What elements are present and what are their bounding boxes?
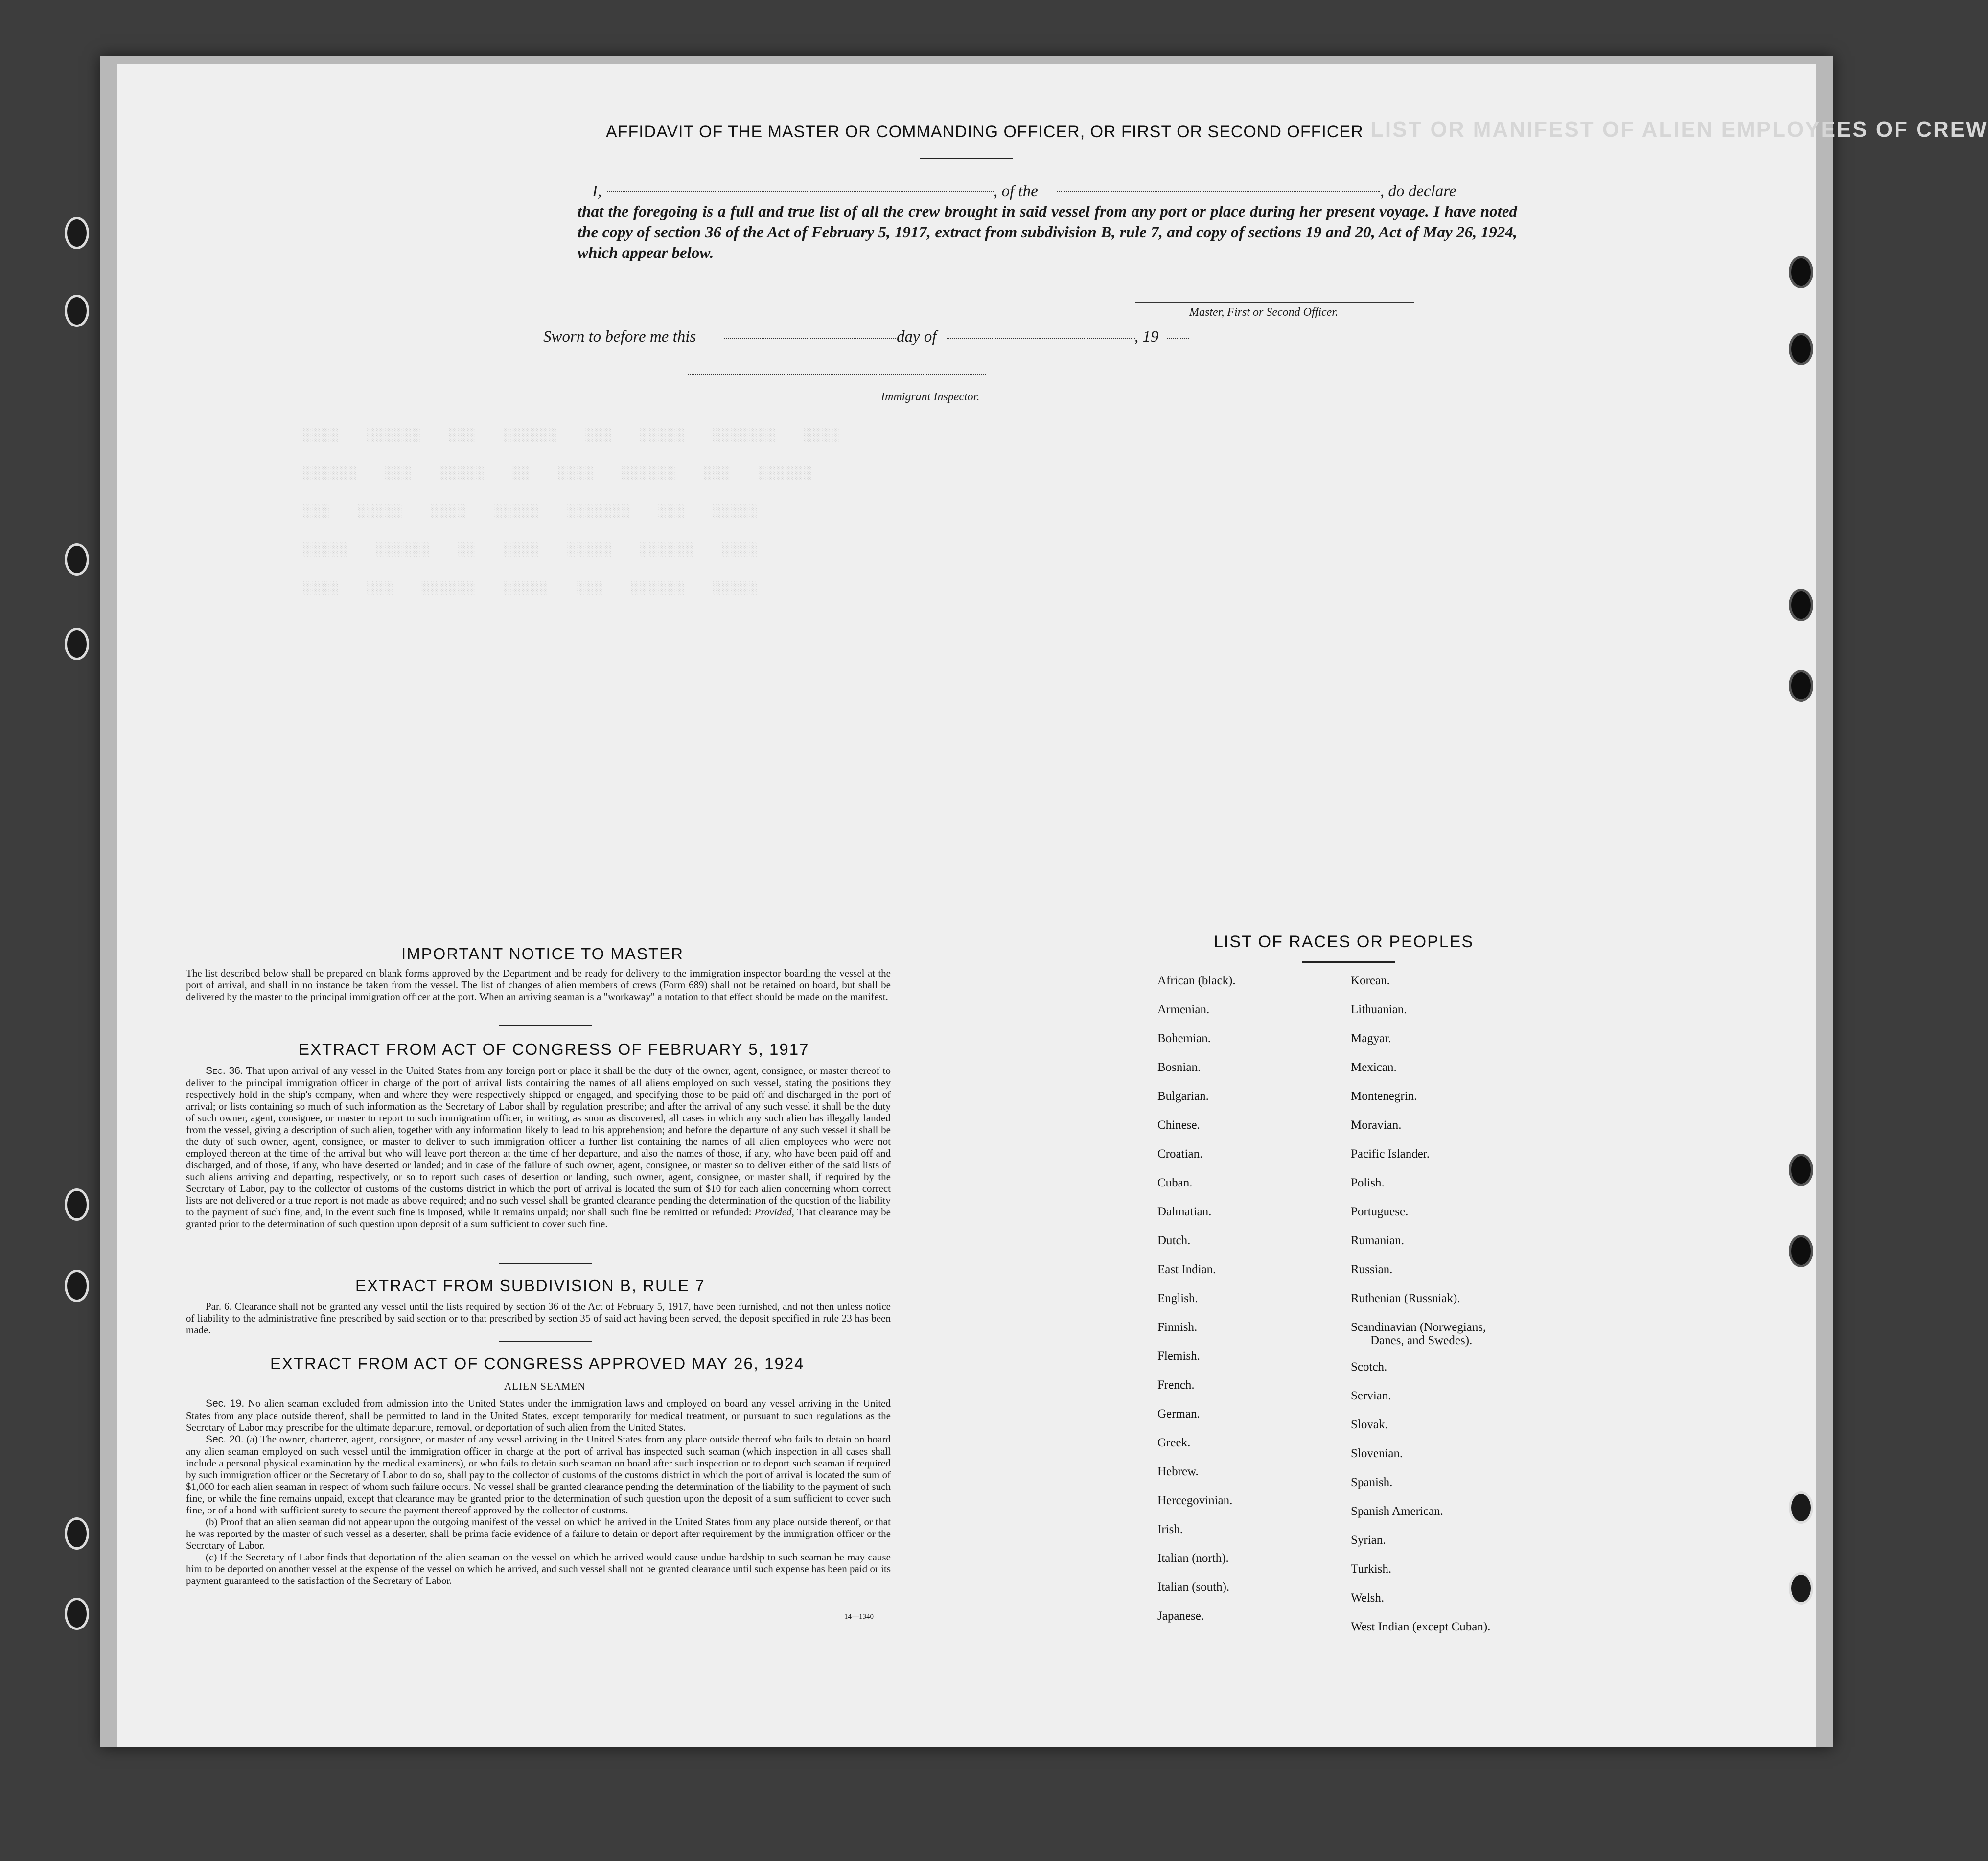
binder-hole-right-6 bbox=[1789, 1235, 1813, 1267]
race-item: Croatian. bbox=[1157, 1147, 1203, 1161]
race-item: Portuguese. bbox=[1351, 1205, 1409, 1218]
race-item: French. bbox=[1157, 1378, 1195, 1392]
race-item: Dutch. bbox=[1157, 1234, 1191, 1247]
binder-hole-right-7 bbox=[1789, 1491, 1813, 1524]
extract-1917-rule bbox=[499, 1263, 592, 1264]
sworn-line bbox=[543, 328, 1228, 349]
binder-hole-left-7 bbox=[65, 1517, 89, 1550]
race-item: German. bbox=[1157, 1407, 1200, 1420]
race-item: Russian. bbox=[1351, 1263, 1393, 1276]
race-item: Montenegrin. bbox=[1351, 1090, 1417, 1103]
race-item: African (black). bbox=[1157, 974, 1236, 987]
binder-hole-left-1 bbox=[65, 217, 89, 249]
binder-hole-left-4 bbox=[65, 628, 89, 660]
races-right-column bbox=[1351, 974, 1625, 1689]
race-item: Italian (north). bbox=[1157, 1552, 1229, 1565]
race-item-continuation: Danes, and Swedes). bbox=[1370, 1334, 1473, 1347]
manifest-page bbox=[117, 64, 1988, 1747]
master-signature-label: Master, First or Second Officer. bbox=[1189, 306, 1338, 319]
sec-19-label: Sec. 19. bbox=[206, 1398, 245, 1409]
day-of-label: day of bbox=[897, 328, 937, 346]
sec-36-text: That upon arrival of any vessel in the United States from any foreign port or place it shall be the duty of the owner, agent, consignee, or master thereof to deliver to the principal immigration officer in charge of the port of arrival lists containing the names of all aliens employed on such vessel, stating the positions they respectively hold in the ship's company, when and where they were respectively shipped or engaged, and specifying those to be paid off and discharged in the port of arrival; or lists containing so much of such information as the Secretary of Labor shall by regulation prescribe; and after the arrival of any such vessel it shall be the duty of such owner, agent, consignee, or master to report to such immigration officer, in writing, as soon as discovered, all cases in which any such alien has illegally landed from the vessel, giving a description of such alien, together with any information likely to lead to his apprehension; and before the departure of any such vessel it shall be the duty of such owner, agent, consignee, or master to deliver to such immigration officer a further list containing the names of all alien employees who were not employed thereon at the time of the arrival but who will leave port thereon at the time of her departure, and also the names of those, if any, who have been paid off and discharged, and of those, if any, who have deserted or landed; and in case of the failure of such owner, agent, consignee, or master so to deliver either of the said lists of such aliens arriving and departing, respectively, or so to report such cases of desertion or landing, such owner, agent, consignee, or master shall, if required by the Secretary of Labor, pay to the collector of customs of the customs district in which the port of arrival is located the sum of $10 for each alien concerning whom correct lists are not delivered or a true report is not made as above required; and no such vessel shall be granted clearance pending the determination of the question of the liability to the payment of such fine, and, in the event such fine is imposed, while it remains unpaid; nor shall such fine be remitted or refunded: bbox=[186, 1065, 891, 1218]
race-item: Turkish. bbox=[1351, 1562, 1392, 1576]
proviso-label: Provided, bbox=[754, 1206, 794, 1218]
declaration-body: that the foregoing is a full and true list of all the crew brought in said vessel from any port or place during her present voyage. I have noted the copy of section 36 of the Act of February 5, 1917, extract from subdivision B, rule 7, and copy of sections 19 and 20, Act of May 26, 1924, which appear below. bbox=[578, 203, 1517, 262]
race-item: East Indian. bbox=[1157, 1263, 1216, 1276]
race-item: Cuban. bbox=[1157, 1176, 1193, 1189]
alien-seamen-subtitle: ALIEN SEAMEN bbox=[504, 1380, 586, 1392]
races-title-rule bbox=[1302, 961, 1395, 963]
inspector-label: Immigrant Inspector. bbox=[881, 391, 980, 403]
race-item: Slovak. bbox=[1351, 1418, 1388, 1431]
affidavit-title-rule bbox=[920, 158, 1013, 159]
inspector-signature-field[interactable] bbox=[688, 374, 986, 375]
race-item: Bohemian. bbox=[1157, 1032, 1211, 1045]
race-item: Dalmatian. bbox=[1157, 1205, 1212, 1218]
race-item: Bulgarian. bbox=[1157, 1090, 1209, 1103]
proviso-text: That clearance may be granted prior to the determination of such question upon deposit of a sum sufficient to cover such fine. bbox=[186, 1206, 891, 1230]
race-item: Spanish. bbox=[1351, 1476, 1393, 1489]
officer-name-field[interactable] bbox=[607, 191, 994, 192]
sworn-label: Sworn to before me this bbox=[543, 328, 696, 346]
binder-hole-left-8 bbox=[65, 1598, 89, 1630]
race-item: Irish. bbox=[1157, 1523, 1183, 1536]
of-the-label: , of the bbox=[994, 183, 1038, 200]
sworn-year-field[interactable] bbox=[1167, 338, 1189, 339]
binder-hole-left-3 bbox=[65, 543, 89, 576]
extract-1924-text bbox=[186, 1397, 891, 1586]
extract-1917-title: EXTRACT FROM ACT OF CONGRESS OF FEBRUARY 5, 1917 bbox=[299, 1040, 809, 1058]
race-item: Finnish. bbox=[1157, 1321, 1198, 1334]
race-item: Greek. bbox=[1157, 1436, 1191, 1449]
race-item: Slovenian. bbox=[1351, 1447, 1403, 1460]
binder-hole-right-8 bbox=[1789, 1572, 1813, 1605]
race-item: Scotch. bbox=[1351, 1360, 1387, 1373]
sec-19 bbox=[186, 1397, 891, 1433]
race-item: English. bbox=[1157, 1292, 1198, 1305]
race-item: Scandinavian (Norwegians, bbox=[1351, 1321, 1486, 1334]
race-item: Rumanian. bbox=[1351, 1234, 1405, 1247]
notice-title: IMPORTANT NOTICE TO MASTER bbox=[401, 945, 684, 963]
binder-hole-left-2 bbox=[65, 295, 89, 327]
race-item: Ruthenian (Russniak). bbox=[1351, 1292, 1460, 1305]
binder-hole-right-1 bbox=[1789, 256, 1813, 288]
race-item: Pacific Islander. bbox=[1351, 1147, 1430, 1161]
race-item: Spanish American. bbox=[1351, 1505, 1443, 1518]
notice-text: The list described below shall be prepared on blank forms approved by the Department and be ready for delivery to the immigration inspector boarding the vessel at the port of arrival, and shall in no instance be taken from the vessel. The list of changes of alien members of crews (Form 689) shall not be retained on board, but shall be delivered by the master to the principal immigration officer at the port. When an arriving seaman is a "workaway" a notation to that effect should be made on the manifest. bbox=[186, 967, 891, 1002]
year-label: , 19 bbox=[1134, 328, 1159, 346]
extract-1924-title: EXTRACT FROM ACT OF CONGRESS APPROVED MAY 26, 1924 bbox=[270, 1354, 805, 1372]
race-item: Japanese. bbox=[1157, 1609, 1204, 1623]
bleed-through-heading: LIST OR MANIFEST OF ALIEN EMPLOYEES OF CREW bbox=[1370, 117, 1988, 141]
bleed-through-rows: ░░░░ ░░░░░░ ░░░ ░░░░░░ ░░░ ░░░░░ ░░░░░░░ ░░░░ ░░░░░░ ░░░ ░░░░░ ░░ ░░░░ ░░░░░░ ░░░ ░░░░░░ ░░░ ░░░░░ ░░░░ ░░░░░ ░░░░░░░ ░░░ ░░░░░ ░░░░░ ░░░░░░ ░░ ░░░░ ░░░░░ ░░░░░░ ░░░░ ░░░░ ░░░ ░░░░░░ ░░░░░ ░░░ ░░░░░░ ░░░░░ bbox=[303, 428, 841, 595]
sec-20a-text: (a) The owner, charterer, agent, consignee, or master of any vessel arriving in the United States from any place outside thereof who fails to detain on board any alien seaman employed on such vessel until the immigration officer in charge at the port of arrival has inspected such seaman (which inspection in all cases shall include a personal physical examination by the medical examiners), or who fails to detain such seaman on board after such inspection or to deport such seaman if required by such immigration officer or the Secretary of Labor to do so, shall pay to the collector of customs of the customs district in which the port of arrival is located the sum of $1,000 for each alien seaman in respect of whom such failure occurs. No vessel shall be granted clearance pending the determination of the liability to the payment of such fine, or while the fine remains unpaid, except that clearance may be granted prior to the determination of such question upon the deposit of a sum sufficient to cover such fine, or of a bond with sufficient surety to secure the payment thereof approved by the collector of customs. bbox=[186, 1433, 891, 1516]
race-item: Syrian. bbox=[1351, 1534, 1386, 1547]
binder-hole-right-5 bbox=[1789, 1154, 1813, 1186]
binder-hole-right-3 bbox=[1789, 589, 1813, 621]
race-item: Welsh. bbox=[1351, 1591, 1385, 1605]
race-item: Italian (south). bbox=[1157, 1581, 1230, 1594]
race-item: Chinese. bbox=[1157, 1118, 1200, 1132]
race-item: Flemish. bbox=[1157, 1349, 1200, 1363]
race-item: Servian. bbox=[1351, 1389, 1391, 1402]
extract-rule7-title: EXTRACT FROM SUBDIVISION B, RULE 7 bbox=[355, 1277, 705, 1295]
race-item: Polish. bbox=[1351, 1176, 1385, 1189]
binder-hole-right-2 bbox=[1789, 333, 1813, 365]
race-item: Armenian. bbox=[1157, 1003, 1210, 1016]
race-item: Moravian. bbox=[1351, 1118, 1402, 1132]
binder-hole-left-5 bbox=[65, 1188, 89, 1221]
vessel-name-field[interactable] bbox=[1057, 191, 1380, 192]
race-item: Hercegovinian. bbox=[1157, 1494, 1233, 1507]
sec-20c: (c) If the Secretary of Labor finds that deportation of the alien seaman on the vessel on which he arrived would cause undue hardship to such seaman he may cause him to be deported on another vessel at the expense of the vessel on which he arrived, and such vessel shall not be granted clearance until such expense has been paid or its payment guaranteed to the satisfaction of the Secretary of Labor. bbox=[186, 1551, 891, 1586]
i-label: I, bbox=[592, 183, 602, 200]
binder-hole-right-4 bbox=[1789, 670, 1813, 702]
extract-1917-text bbox=[186, 1065, 891, 1230]
sworn-month-field[interactable] bbox=[947, 338, 1135, 339]
sworn-day-field[interactable] bbox=[724, 338, 896, 339]
do-declare-label: , do declare bbox=[1380, 183, 1456, 200]
extract-rule7-text: Par. 6. Clearance shall not be granted any vessel until the lists required by section 36 of the Act of February 5, 1917, have been furnished, and not then unless notice of liability to the administrative fine prescribed by said section or to that prescribed by section 35 of said act having been served, the deposit specified in rule 23 has been made. bbox=[186, 1301, 891, 1336]
race-item: Bosnian. bbox=[1157, 1061, 1201, 1074]
binder-hole-left-6 bbox=[65, 1270, 89, 1302]
rule7-rule bbox=[499, 1341, 592, 1342]
races-left-column bbox=[1157, 974, 1334, 1689]
notice-rule bbox=[499, 1025, 592, 1026]
sec-36-label: Sec. 36. bbox=[206, 1065, 243, 1076]
affidavit-declaration bbox=[531, 181, 1564, 263]
race-item: Korean. bbox=[1351, 974, 1390, 987]
form-number: 14—1340 bbox=[844, 1613, 874, 1621]
race-item: Magyar. bbox=[1351, 1032, 1391, 1045]
sec-20a bbox=[186, 1433, 891, 1516]
sec-19-text: No alien seaman excluded from admission into the United States under the immigration laws and employed on board any vessel arriving in the United States from any place outside thereof, shall be permitted to land in the United States, except temporarily for medical treatment, or pursuant to such regulations as the Secretary of Labor may prescribe for the ultimate departure, removal, or deportation of such alien from the United States. bbox=[186, 1397, 891, 1433]
race-item: Hebrew. bbox=[1157, 1465, 1199, 1478]
sec-20b: (b) Proof that an alien seaman did not appear upon the outgoing manifest of the vessel on which he arrived in the United States from any place outside thereof, or that he was reported by the master of such vessel as a deserter, shall be prima facie evidence of a failure to detain or deport after requirement by the immigration officer or the Secretary of Labor. bbox=[186, 1516, 891, 1551]
sec-20-label: Sec. 20. bbox=[206, 1434, 244, 1445]
race-item: West Indian (except Cuban). bbox=[1351, 1620, 1491, 1633]
race-item: Mexican. bbox=[1351, 1061, 1397, 1074]
affidavit-title: AFFIDAVIT OF THE MASTER OR COMMANDING OFFICER, OR FIRST OR SECOND OFFICER bbox=[606, 122, 1364, 141]
declaration-line-1 bbox=[531, 181, 1564, 202]
races-title: LIST OF RACES OR PEOPLES bbox=[1214, 932, 1474, 951]
race-item: Lithuanian. bbox=[1351, 1003, 1407, 1016]
master-signature-field[interactable] bbox=[1135, 302, 1414, 303]
